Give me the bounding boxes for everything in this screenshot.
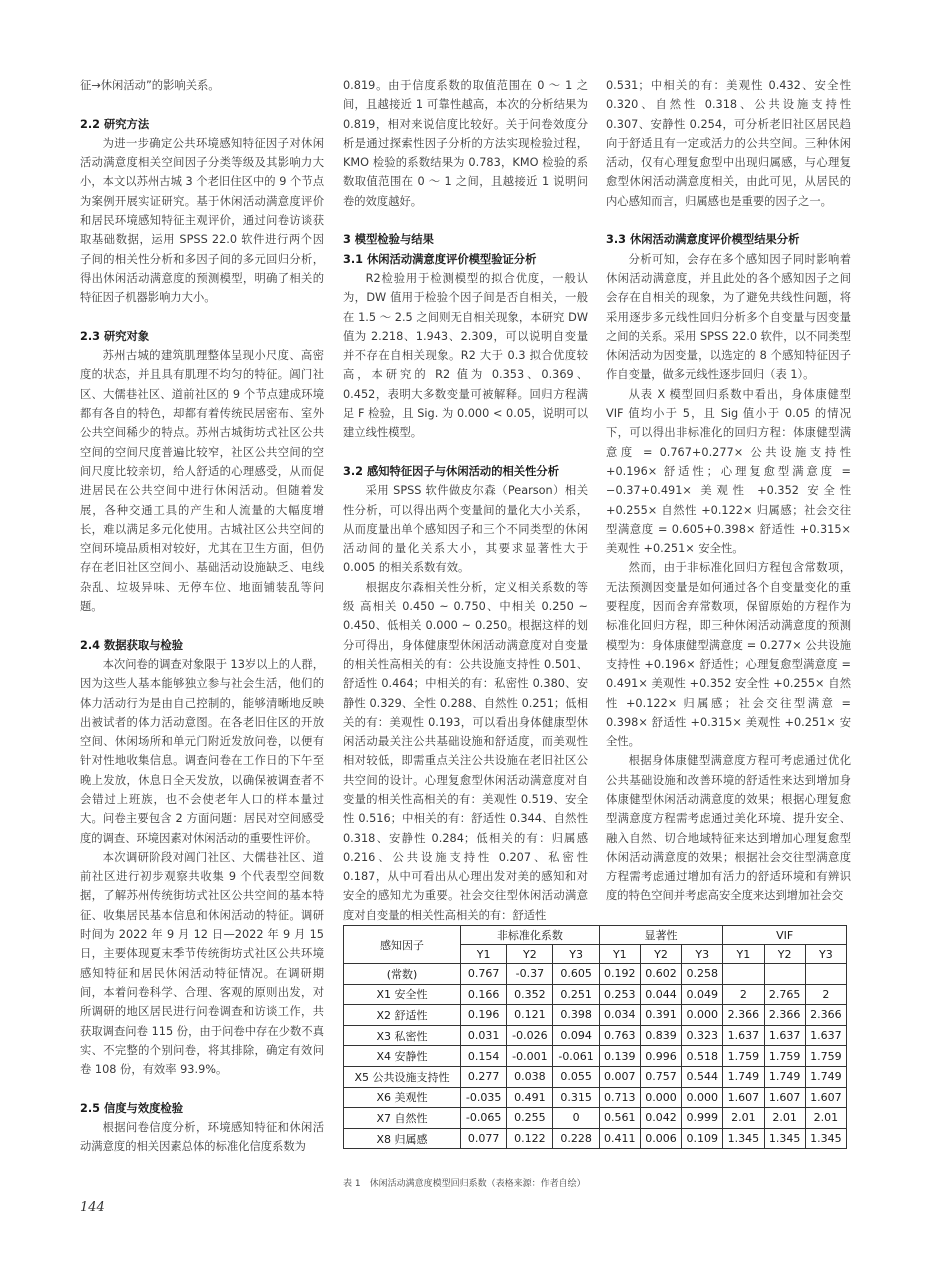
table-row [344, 1005, 847, 1026]
paragraph-3-2-cont: 0.531；中相关的有：美观性 0.432、安全性 0.320、自然性 0.318、公共设施支持性 0.307、安静性 0.254，可分析老旧社区居民趋向于舒适且有一定或活力的公共空间。三种休闲活动，仅有心理复愈型中出现归属感，与心理复愈型休闲活动满意度相关，由此可见，从居民的内心感知而言，归属感也是重要的因子之一。 [606, 79, 851, 208]
intro-text: 征→休闲活动”的影响关系。 [80, 79, 220, 92]
row-factor-name: X8 归属感 [344, 1128, 461, 1149]
table-cell: 2.765 [764, 984, 805, 1005]
table-cell: 2.01 [805, 1108, 846, 1129]
table-cell: 1.759 [764, 1046, 805, 1067]
paragraph-3-3b: 从表 X 模型回归系数中看出，身体康健型 VIF 值均小于 5，且 Sig 值小于 0.05 的情况下，可以得出非标准化的回归方程：体康健型满意度 = 0.767+0.277× 公共设施支持性 +0.196× 舒适性；心理复愈型满意度 = −0.37+0.491× 美观性 +0.352 安全性 +0.255× 自然性 +0.122× 归属感；社会交往型满意度 = 0.605+0.398× 舒适性 +0.315× 美观性 +0.251× 安全性。 [606, 387, 851, 556]
paragraph-2-4b: 本次调研阶段对阊门社区、大儒巷社区、道前社区进行初步观察共收集 9 个代表型空间数据，了解苏州传统街坊式社区公共空间的基本特征、收集居民基本信息和休闲活动的特征。调研时间为 2022 年 9 月 12 日—2022 年 9 月 15 日，主要体现夏末季节传统街坊式社区公共环境感知特征和居民休闲活动特征情况。在调研期间，本着问卷科学、合理、客观的原则出发，对所调研的地区居民进行问卷调查和访谈工作，共获取调查问卷 115 份，由于问卷中存在少数不真实、不完整的个别问卷，将其排除，确定有效问卷 108 份，有效率 93.9%。 [80, 850, 324, 1077]
table-cell: 0.042 [640, 1108, 681, 1129]
table-cell: 0.228 [553, 1128, 599, 1149]
paragraph-2-4a: 本次问卷的调查对象限于 13岁以上的人群，因为这些人基本能够独立参与社会生活，他们的体力活动行为是由自己控制的，能够清晰地反映出被试者的体力活动意图。在各老旧住区的开放空间、休闲场所和单元门附近发放问卷，以便有针对性地收集信息。调查问卷在工作日的下午至晚上发放，休息日全天发放，以确保被调查者不会错过上班族，也不会使老年人口的样本量过大。问卷主要包含 2 方面问题：居民对空间感受度的调查、环境因素对休闲活动的重要性评价。 [80, 657, 324, 845]
table-cell: 0.044 [640, 984, 681, 1005]
table-cell: 0.258 [682, 964, 723, 985]
regression-table [343, 925, 847, 1149]
table-cell: 1.637 [764, 1025, 805, 1046]
table-cell: 0.031 [461, 1025, 507, 1046]
group-header: 显著性 [599, 926, 723, 945]
paragraph-3-3d: 根据身体康健型满意度方程可考虑通过优化公共基础设施和改善环境的舒适性来达到增加身体康健型休闲活动满意度的效果；根据心理复愈型满意度方程需考虑通过美化环境、提升安全、融入自然、切合地域特征来达到增加心理复愈型休闲活动满意度的效果；根据社会交往型满意度方程需考虑通过增加有活力的舒适环境和有辨识度的特色空间并考虑高安全度来达到增加社会交 [606, 754, 851, 903]
table-cell [723, 964, 764, 985]
section-heading-3-1: 3.1 休闲活动满意度评价模型验证分析 [343, 252, 537, 266]
table-cell: 0.000 [682, 1005, 723, 1026]
sub-header: Y2 [507, 945, 553, 964]
table-row [344, 1066, 847, 1087]
table-cell: 0.561 [599, 1108, 640, 1129]
table-cell: 0.034 [599, 1005, 640, 1026]
regression-table-container [343, 925, 851, 1149]
table-cell: 0.154 [461, 1046, 507, 1067]
table-cell: 0.839 [640, 1025, 681, 1046]
table-cell: 1.607 [723, 1087, 764, 1108]
row-factor-name: X5 公共设施支持性 [344, 1066, 461, 1087]
table-cell: 1.345 [764, 1128, 805, 1149]
paragraph-3-1: R2检验用于检测模型的拟合优度，一般认为，DW 值用于检验个因子间是否自相关，一般在 1.5 ～ 2.5 之间则无自相关现象，本研究 DW 值为 2.218、1.943、2.309，可以说明自变量并不存在自相关现象。R2 大于 0.3 拟合优度较高，本研究的 R2 值为 0.353、0.369、0.452，表明大多数变量可被解释。回归方程满足 F 检验，且 Sig. 为 0.000 < 0.05，说明可以建立线性模型。 [343, 271, 588, 440]
table-cell: 0.518 [682, 1046, 723, 1067]
sub-header: Y3 [682, 945, 723, 964]
sub-header: Y3 [805, 945, 846, 964]
table-cell: 0.757 [640, 1066, 681, 1087]
factor-header: 感知因子 [344, 926, 461, 964]
table-row [344, 1108, 847, 1129]
table-cell: 0.391 [640, 1005, 681, 1026]
row-factor-name: X7 自然性 [344, 1108, 461, 1129]
row-factor-name: X2 舒适性 [344, 1005, 461, 1026]
table-cell: 0.605 [553, 964, 599, 985]
table-cell: 0.109 [682, 1128, 723, 1149]
table-cell: 0.038 [507, 1066, 553, 1087]
table-cell: 1.345 [723, 1128, 764, 1149]
table-cell: 0.999 [682, 1108, 723, 1129]
table-cell: -0.061 [553, 1046, 599, 1067]
table-cell: 0.277 [461, 1066, 507, 1087]
row-factor-name: X6 美观性 [344, 1087, 461, 1108]
table-cell: 1.749 [723, 1066, 764, 1087]
table-cell: 1.637 [805, 1025, 846, 1046]
sub-header: Y1 [461, 945, 507, 964]
table-cell: 0.094 [553, 1025, 599, 1046]
table-cell: 0.077 [461, 1128, 507, 1149]
table-header-row [344, 926, 847, 945]
table-cell: -0.035 [461, 1087, 507, 1108]
table-cell: -0.001 [507, 1046, 553, 1067]
table-cell: 0.544 [682, 1066, 723, 1087]
table-cell: 1.607 [805, 1087, 846, 1108]
column-left [80, 76, 324, 1157]
table-cell: 2.366 [723, 1005, 764, 1026]
section-heading-2-4: 2.4 数据获取与检验 [80, 638, 184, 652]
group-header: 非标准化系数 [461, 926, 600, 945]
group-header: VIF [723, 926, 847, 945]
table-cell: 0.411 [599, 1128, 640, 1149]
table-cell: 0.006 [640, 1128, 681, 1149]
table-cell: 0.315 [553, 1087, 599, 1108]
table-cell: 1.637 [723, 1025, 764, 1046]
table-cell [805, 964, 846, 985]
table-cell: -0.37 [507, 964, 553, 985]
table-cell: 2 [723, 984, 764, 1005]
column-middle [343, 76, 588, 925]
row-factor-name: X1 安全性 [344, 984, 461, 1005]
table-cell: 0.767 [461, 964, 507, 985]
section-heading-3: 3 模型检验与结果 [343, 233, 434, 247]
table-cell: 1.759 [805, 1046, 846, 1067]
table-row [344, 964, 847, 985]
row-factor-name: X3 私密性 [344, 1025, 461, 1046]
paragraph-2-2: 为进一步确定公共环境感知特征因子对休闲活动满意度相关空间因子分类等级及其影响力大小，本文以苏州古城 3 个老旧住区中的 9 个节点为案例开展实证研究。基于休闲活动满意度评价和居民环境感知特征主观评价，通过问卷访谈获取基础数据，运用 SPSS 22.0 软件进行两个因子间的相关性分析和多因子间的多元回归分析，得出休闲活动满意度的预测模型，明确了相关的特征因子机器影响力大小。 [80, 136, 324, 305]
table-cell: 0.049 [682, 984, 723, 1005]
table-row [344, 1025, 847, 1046]
sub-header: Y1 [599, 945, 640, 964]
sub-header: Y2 [764, 945, 805, 964]
table-cell: 0.996 [640, 1046, 681, 1067]
table-cell: 1.749 [764, 1066, 805, 1087]
table-body [344, 964, 847, 1149]
table-cell: 0.121 [507, 1005, 553, 1026]
table-row [344, 1046, 847, 1067]
paragraph-2-3: 苏州古城的建筑肌理整体呈现小尺度、高密度的状态，并且具有肌理不均匀的特征。阊门社区、大儒巷社区、道前社区的 9 个节点建成环境都有各自的特色，却都有着传统民居密布、室外公共空间稀少的特点。苏州古城街坊式社区公共空间的空间尺度普遍比较窄，社区公共空间的空间尺度比较亲切，给人舒适的心理感受，从而促进居民在公共空间中进行休闲活动。但随着发展，各种交通工具的产生和人流量的大幅度增长，难以满足多元化使用。古城社区公共空间的空间环境品质相对较好，尤其在卫生方面，但仍存在老旧社区空间小、基础活动设施缺乏、电线杂乱、垃圾异味、无停车位、地面铺装乱等问题。 [80, 349, 324, 614]
table-cell: 0.255 [507, 1108, 553, 1129]
table-caption: 表 1 休闲活动满意度模型回归系数（表格来源：作者自绘） [343, 1179, 586, 1189]
table-cell: 0.007 [599, 1066, 640, 1087]
paragraph-3-2b: 根据皮尔森相关性分析，定义相关系数的等级 高相关 0.450 ~ 0.750、中相关 0.250 ~ 0.450、低相关 0.000 ~ 0.250。根据这样的划分可得出，身体健康型休闲活动满意度对自变量的相关性高相关的有：公共设施支持性 0.501、舒适性 0.464；中相关的有：私密性 0.380、安静性 0.329、全性 0.288、自然性 0.251；低相关的有：美观性 0.193，可以看出身体健康型休闲活动最关注公共基础设施和舒适度，而美观性相对较低，即需重点关注公共设施在老旧社区公共空间的设计。心理复愈型休闲活动满意度对自变量的相关性高相关的有：美观性 0.519、安全性 0.516；中相关的有：舒适性 0.344、自然性 0.318、安静性 0.284；低相关的有：归属感 0.216、公共设施支持性 0.207、私密性 0.187，从中可看出从心理出发对美的感知和对安全的感知尤为重要。社会交往型休闲活动满意度对自变量的相关性高相关的有：舒适性 [343, 580, 588, 922]
table-cell: 0.323 [682, 1025, 723, 1046]
row-factor-name: X4 安静性 [344, 1046, 461, 1067]
table-cell: 0.763 [599, 1025, 640, 1046]
table-cell: 0.602 [640, 964, 681, 985]
section-heading-2-2: 2.2 研究方法 [80, 117, 150, 131]
table-cell: 2.01 [764, 1108, 805, 1129]
table-cell: 0.055 [553, 1066, 599, 1087]
row-factor-name: (常数) [344, 964, 461, 985]
table-row [344, 1087, 847, 1108]
sub-header: Y3 [553, 945, 599, 964]
section-heading-3-2: 3.2 感知特征因子与休闲活动的相关性分析 [343, 464, 559, 478]
table-cell: 1.345 [805, 1128, 846, 1149]
table-cell: 2.366 [805, 1005, 846, 1026]
sub-header: Y2 [640, 945, 681, 964]
table-cell: 0 [553, 1108, 599, 1129]
table-cell: 0.192 [599, 964, 640, 985]
table-cell: 0.251 [553, 984, 599, 1005]
table-cell: 0.253 [599, 984, 640, 1005]
table-cell: 1.759 [723, 1046, 764, 1067]
table-cell [764, 964, 805, 985]
paragraph-3-3a: 分析可知，会存在多个感知因子同时影响着休闲活动满意度，并且此处的各个感知因子之间会存在自相关的现象，为了避免共线性问题，将采用逐步多元线性回归分析多个自变量与因变量之间的关系。采用 SPSS 22.0 软件，以不同类型休闲活动为因变量，以选定的 8 个感知特征因子作自变量，做多元线性逐步回归（表 1）。 [606, 252, 852, 382]
section-heading-3-3: 3.3 休闲活动满意度评价模型结果分析 [606, 233, 800, 247]
table-cell: 0.122 [507, 1128, 553, 1149]
table-cell: 1.749 [805, 1066, 846, 1087]
table-cell: 1.607 [764, 1087, 805, 1108]
table-cell: 0.491 [507, 1087, 553, 1108]
table-cell: 0.398 [553, 1005, 599, 1026]
paragraph-3-3c: 然而，由于非标准化回归方程包含常数项，无法预测因变量是如何通过各个自变量变化的重要程度，因而舍弃常数项，保留原始的方程作为标准化回归方程，即三种休闲活动满意度的预测模型为：身体康健型满意度 = 0.277× 公共设施支持性 +0.196× 舒适性；心理复愈型满意度 = 0.491× 美观性 +0.352 安全性 +0.255× 自然性 +0.122× 归属感；社会交往型满意 = 0.398× 舒适性 +0.315× 美观性 +0.251× 安全性。 [606, 561, 851, 749]
table-cell: 2.366 [764, 1005, 805, 1026]
section-heading-2-3: 2.3 研究对象 [80, 329, 150, 343]
page-number: 144 [80, 1200, 105, 1215]
paragraph-2-5: 根据问卷信度分析，环境感知特征和休闲活动满意度的相关因素总体的标准化信度系数为 [80, 1121, 324, 1154]
table-cell: 0.166 [461, 984, 507, 1005]
sub-header: Y1 [723, 945, 764, 964]
table-cell: 2.01 [723, 1108, 764, 1129]
table-row [344, 1128, 847, 1149]
table-cell: -0.026 [507, 1025, 553, 1046]
column-right [606, 76, 851, 906]
table-cell: 0.139 [599, 1046, 640, 1067]
table-cell: 0.000 [640, 1087, 681, 1108]
table-cell: 0.196 [461, 1005, 507, 1026]
table-row [344, 984, 847, 1005]
table-cell: -0.065 [461, 1108, 507, 1129]
section-heading-2-5: 2.5 信度与效度检验 [80, 1101, 184, 1115]
paragraph-2-5-cont: 0.819。由于信度系数的取值范围在 0 ～ 1 之间，且越接近 1 可靠性越高，本次的分析结果为 0.819，相对来说信度比较好。关于问卷效度分析是通过探索性因子分析的方法实现检验过程，KMO 检验的系数结果为 0.783，KMO 检验的系数取值范围在 0 ～ 1 之间，且越接近 1 说明问卷的效度越好。 [343, 79, 588, 208]
table-cell: 2 [805, 984, 846, 1005]
table-cell: 0.352 [507, 984, 553, 1005]
table-cell: 0.713 [599, 1087, 640, 1108]
table-cell: 0.000 [682, 1087, 723, 1108]
paragraph-3-2a: 采用 SPSS 软件做皮尔森（Pearson）相关性分析，可以得出两个变量间的量化大小关系，从而度量出单个感知因子和三个不同类型的休闲活动间的量化关系大小，其要求显著性大于 0.005 的相关系数有效。 [343, 484, 588, 575]
